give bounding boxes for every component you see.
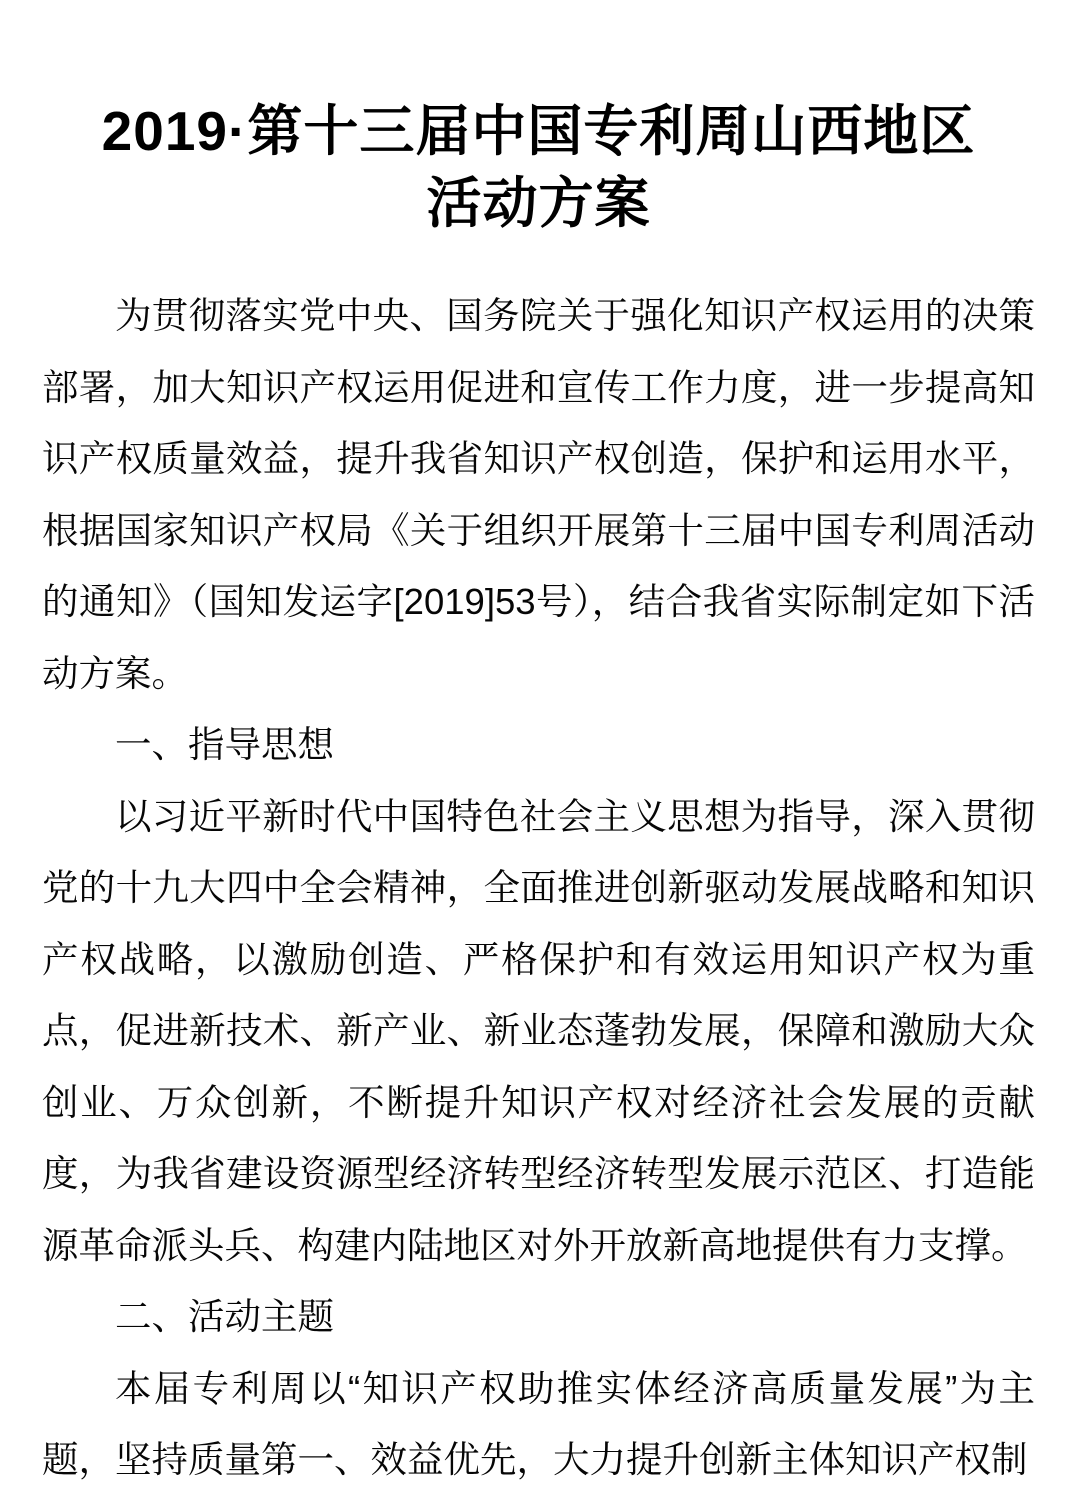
document-title [42,95,1035,239]
document-title-line1: 2019·第十三届中国专利周山西地区 [101,100,976,162]
document-body [42,280,1035,1496]
section-heading: 二、活动主题 [115,1296,334,1337]
body-paragraph: 本届专利周以“知识产权助推实体经济高质量发展”为主题，坚持质量第一、效益优先，大力提升创新主体知识产权制 [42,1367,1035,1480]
body-paragraph: 为贯彻落实党中央、国务院关于强化知识产权运用的决策部署，加大知识产权运用促进和宣传工作力度，进一步提高知识产权质量效益，提升我省知识产权创造，保护和运用水平，根据国家知识产权局《关于组织开展第十三届中国专利周活动的通知》（国知发运字[2019]53号），结合我省实际制定如下活动方案。 [42,295,1035,694]
body-paragraph: 以习近平新时代中国特色社会主义思想为指导，深入贯彻党的十九大四中全会精神，全面推进创新驱动发展战略和知识产权战略，以激励创造、严格保护和有效运用知识产权为重点，促进新技术、新产业、新业态蓬勃发展，保障和激励大众创业、万众创新，不断提升知识产权对经济社会发展的贡献度，为我省建设资源型经济转型经济转型发展示范区、打造能源革命派头兵、构建内陆地区对外开放新高地提供有力支撑。 [42,795,1035,1266]
document-title-line2: 活动方案 [426,172,651,234]
section-heading: 一、指导思想 [115,724,334,765]
